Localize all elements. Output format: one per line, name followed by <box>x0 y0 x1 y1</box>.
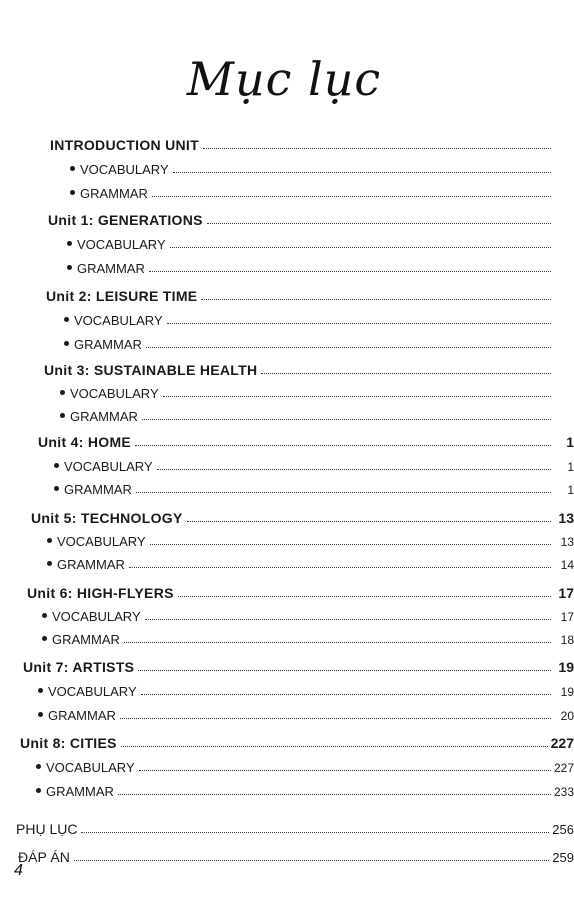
toc-entry-page: 17 <box>560 610 574 624</box>
toc-entry-label: GRAMMAR <box>38 708 116 723</box>
leader-dots <box>74 860 549 861</box>
bullet-icon <box>54 463 59 468</box>
toc-entry-unit-1-grammar[interactable] <box>67 256 574 276</box>
toc-entry-label: PHỤ LỤC <box>16 821 78 837</box>
toc-entry-label: Unit 2: LEISURE TIME <box>46 288 198 304</box>
toc-entry-unit-5[interactable] <box>31 506 574 526</box>
toc-entry-page: 227 <box>550 735 574 751</box>
toc-entry-label: VOCABULARY <box>38 684 137 699</box>
leader-dots <box>157 469 551 470</box>
leader-dots <box>129 567 551 568</box>
toc-entry-label: VOCABULARY <box>47 534 146 549</box>
toc-entry-page: 13 <box>560 535 574 549</box>
leader-dots <box>146 347 551 348</box>
bullet-icon <box>36 788 41 793</box>
leader-dots <box>138 670 551 671</box>
toc-entry-unit-3[interactable] <box>44 358 574 378</box>
toc-entry-label: VOCABULARY <box>36 760 135 775</box>
toc-entry-introduction-grammar[interactable] <box>70 181 574 201</box>
toc-entry-unit-8[interactable] <box>20 731 574 751</box>
toc-entry-page: 227 <box>553 761 574 775</box>
bullet-icon <box>64 317 69 322</box>
toc-entry-introduction-vocabulary[interactable] <box>70 157 574 177</box>
bullet-icon <box>38 712 43 717</box>
bullet-icon <box>70 190 75 195</box>
toc-entry-label: VOCABULARY <box>42 609 141 624</box>
toc-entry-label: VOCABULARY <box>64 313 163 328</box>
toc-entry-label: GRAMMAR <box>64 337 142 352</box>
bullet-icon <box>60 413 65 418</box>
leader-dots <box>124 642 551 643</box>
bullet-icon <box>38 688 43 693</box>
toc-entry-unit-7[interactable] <box>23 655 574 675</box>
leader-dots <box>187 521 551 522</box>
leader-dots <box>163 396 551 397</box>
toc-entry-label: VOCABULARY <box>67 237 166 252</box>
leader-dots <box>142 419 551 420</box>
bullet-icon <box>67 265 72 270</box>
toc-entry-label: VOCABULARY <box>60 386 159 401</box>
page-number: 4 <box>14 862 23 879</box>
leader-dots <box>81 832 549 833</box>
toc-entry-label: GRAMMAR <box>70 186 148 201</box>
leader-dots <box>167 323 551 324</box>
leader-dots <box>152 196 551 197</box>
toc-entry-label: GRAMMAR <box>47 557 125 572</box>
bullet-icon <box>36 764 41 769</box>
toc-entry-page: 14 <box>560 558 574 572</box>
toc-entry-label: Unit 8: CITIES <box>20 735 117 751</box>
toc-entry-page: 233 <box>553 785 574 799</box>
toc-entry-unit-4-grammar[interactable] <box>54 477 574 497</box>
bullet-icon <box>42 636 47 641</box>
bullet-icon <box>54 486 59 491</box>
toc-entry-label: VOCABULARY <box>54 459 153 474</box>
toc-entry-page: 256 <box>552 822 574 837</box>
leader-dots <box>149 271 551 272</box>
bullet-icon <box>47 561 52 566</box>
leader-dots <box>145 619 551 620</box>
toc-entry-unit-5-grammar[interactable] <box>47 552 574 572</box>
toc-entry-page: 1 <box>567 483 574 497</box>
toc-entry-label: Unit 5: TECHNOLOGY <box>31 510 183 526</box>
toc-entry-unit-7-vocabulary[interactable] <box>38 679 574 699</box>
bullet-icon <box>70 166 75 171</box>
leader-dots <box>201 299 551 300</box>
toc-entry-label: Unit 6: HIGH-FLYERS <box>27 585 174 601</box>
toc-entry-label: Unit 4: HOME <box>38 434 132 450</box>
toc-entry-label: Unit 7: ARTISTS <box>23 659 135 675</box>
leader-dots <box>121 746 548 747</box>
leader-dots <box>173 172 551 173</box>
toc-entry-unit-8-vocabulary[interactable] <box>36 755 574 775</box>
leader-dots <box>178 596 551 597</box>
toc-entry-introduction[interactable] <box>50 133 574 153</box>
toc-entry-page: 1 <box>567 460 574 474</box>
toc-entry-label: GRAMMAR <box>36 784 114 799</box>
toc-entry-label: GRAMMAR <box>54 482 132 497</box>
toc-entry-label: VOCABULARY <box>70 162 169 177</box>
leader-dots <box>136 492 551 493</box>
bullet-icon <box>64 341 69 346</box>
toc-entry-page: 20 <box>560 709 574 723</box>
toc-entry-appendix[interactable] <box>16 817 574 837</box>
toc-entry-label: GRAMMAR <box>42 632 120 647</box>
page-title: Mục lục <box>186 52 382 106</box>
toc-entry-label: GRAMMAR <box>67 261 145 276</box>
leader-dots <box>207 223 551 224</box>
toc-entry-page: 1 <box>566 434 574 450</box>
bullet-icon <box>47 538 52 543</box>
leader-dots <box>141 694 551 695</box>
toc-entry-label: Unit 1: GENERATIONS <box>48 212 203 228</box>
toc-entry-unit-2[interactable] <box>46 284 574 304</box>
toc-entry-page: 13 <box>558 510 574 526</box>
toc-entry-unit-3-grammar[interactable] <box>60 404 574 424</box>
toc-entry-label: ĐÁP ÁN <box>18 849 70 865</box>
toc-entry-unit-1-vocabulary[interactable] <box>67 232 574 252</box>
toc-entry-unit-6-vocabulary[interactable] <box>42 604 574 624</box>
toc-entry-unit-4-vocabulary[interactable] <box>54 454 574 474</box>
toc-entry-unit-2-grammar[interactable] <box>64 332 574 352</box>
leader-dots <box>135 445 551 446</box>
toc-entry-label: Unit 3: SUSTAINABLE HEALTH <box>44 362 258 378</box>
leader-dots <box>203 148 551 149</box>
toc-entry-unit-6-grammar[interactable] <box>42 627 574 647</box>
leader-dots <box>120 718 551 719</box>
toc-entry-page: 18 <box>560 633 574 647</box>
toc-entry-page: 259 <box>552 850 574 865</box>
toc-entry-unit-7-grammar[interactable] <box>38 703 574 723</box>
leader-dots <box>170 247 551 248</box>
toc-entry-unit-6[interactable] <box>27 581 574 601</box>
toc-entry-unit-4[interactable] <box>38 430 574 450</box>
leader-dots <box>261 373 551 374</box>
bullet-icon <box>67 241 72 246</box>
toc-entry-page: 19 <box>560 685 574 699</box>
toc-entry-unit-2-vocabulary[interactable] <box>64 308 574 328</box>
leader-dots <box>118 794 551 795</box>
toc-entry-answer-key[interactable] <box>18 845 574 865</box>
toc-entry-unit-5-vocabulary[interactable] <box>47 529 574 549</box>
toc-entry-page: 19 <box>558 659 574 675</box>
toc-entry-label: INTRODUCTION UNIT <box>50 137 199 153</box>
bullet-icon <box>42 613 47 618</box>
bullet-icon <box>60 390 65 395</box>
toc-entry-page: 17 <box>558 585 574 601</box>
toc-entry-unit-8-grammar[interactable] <box>36 779 574 799</box>
toc-entry-unit-1[interactable] <box>48 208 574 228</box>
leader-dots <box>139 770 551 771</box>
toc-entry-label: GRAMMAR <box>60 409 138 424</box>
toc-entry-unit-3-vocabulary[interactable] <box>60 381 574 401</box>
leader-dots <box>150 544 551 545</box>
